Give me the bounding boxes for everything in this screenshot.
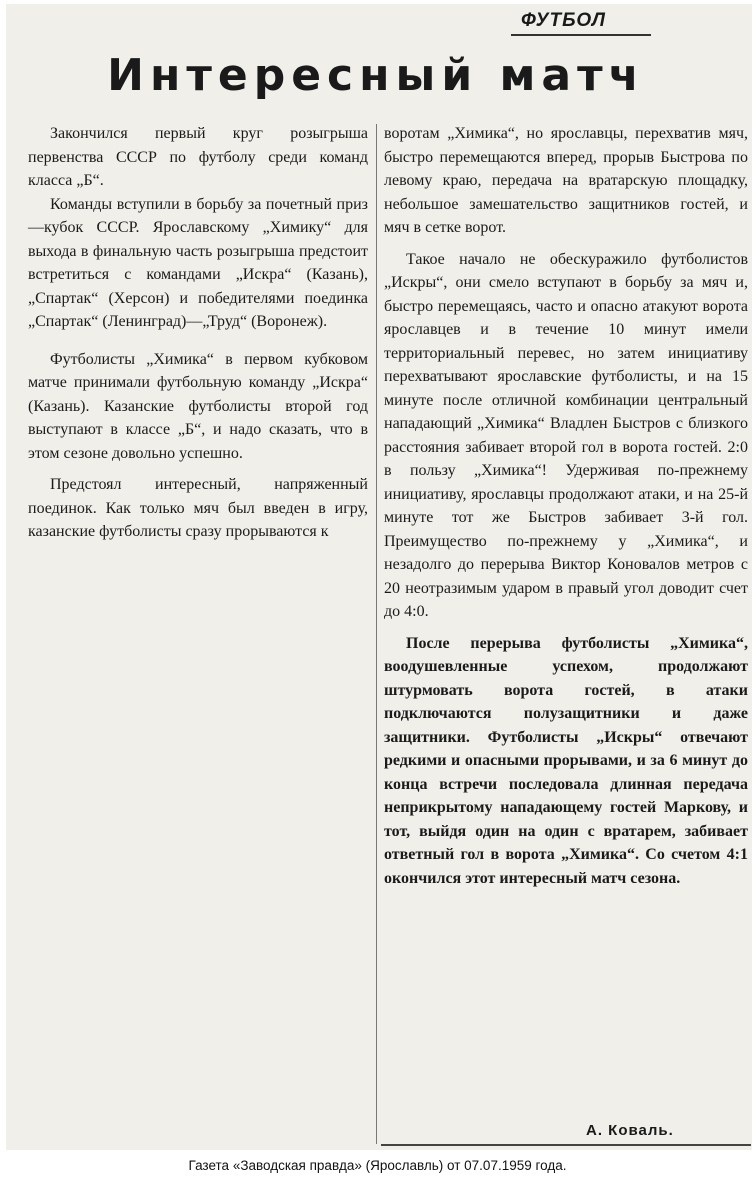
- section-rubric: ФУТБОЛ: [521, 10, 606, 31]
- author-signature: А. Коваль.: [586, 1122, 674, 1139]
- column-divider: [376, 124, 377, 1144]
- newspaper-clipping: [6, 4, 752, 1150]
- paragraph: Футболисты „Химика“ в первом кубковом матче принимали футбольную команду „Искра“ (Казань). Казанские футболисты второй год выступают в классе „Б“, и надо сказать, что в этом сезоне довольно успешно.: [28, 350, 368, 462]
- article-headline: Интересный матч: [107, 50, 645, 101]
- rubric-underline: [511, 34, 651, 36]
- bottom-rule: [381, 1144, 751, 1146]
- paragraph: Предстоял интересный, напряженный поединок. Как только мяч был введен в игру, казанские футболисты сразу прорываются к: [28, 476, 368, 540]
- paragraph: После перерыва футболисты „Химика“, воодушевленные успехом, продолжают штурмовать ворота гостей, в атаки подключаются полузащитники и даже защитники. Футболисты „Искры“ отвечают редкими и опасными прорывами, и за 6 минут до конца встречи последовала длинная передача неприкрытому нападающему гостей Маркову, и тот, выйдя один на один с вратарем, забивает ответный гол в ворота „Химика“. Со счетом 4:1 окончился этот интересный матч сезона.: [384, 634, 748, 887]
- paragraph: Такое начало не обескуражило футболистов „Искры“, они смело вступают в борьбу за мяч и, быстро перемещаясь, часто и опасно атакуют ворота ярославцев и в течение 10 минут имели территориальный перевес, но затем инициативу перехватывают ярославские футболисты, и на 15 минуте после отличной комбинации центральный нападающий „Химика“ Владлен Быстров с близкого расстояния забивает второй гол в ворота гостей. 2:0 в пользу „Химика“! Удерживая по-прежнему инициативу, ярославцы продолжают атаки, и на 25-й минуте тот же Быстров забивает 3-й гол. Преимущество по-прежнему у „Химика“, и незадолго до перерыва Виктор Коновалов метров с 20 неотразимым ударом в правый угол доводит счет до 4:0.: [384, 250, 748, 620]
- right-column: [384, 122, 748, 898]
- image-caption: Газета «Заводская правда» (Ярославль) от 07.07.1959 года.: [188, 1158, 567, 1173]
- paragraph: воротам „Химика“, но ярославцы, перехватив мяч, быстро перемещаются вперед, прорыв Быстрова по левому краю, передача на вратарскую площадку, небольшое замешательство защитников гостей, и мяч в сетке ворот.: [384, 125, 748, 236]
- paragraph: Команды вступили в борьбу за почетный приз—кубок СССР. Ярославскому „Химику“ для выхода в финальную часть розыгрыша предстоит встретиться с командами „Искра“ (Казань), „Спартак“ (Херсон) и победителями поединка „Спартак“ (Ленинград)—„Труд“ (Воронеж).: [28, 195, 368, 330]
- paragraph: Закончился первый круг розыгрыша первенства СССР по футболу среди команд класса „Б“.: [28, 125, 368, 189]
- left-column: [28, 122, 368, 552]
